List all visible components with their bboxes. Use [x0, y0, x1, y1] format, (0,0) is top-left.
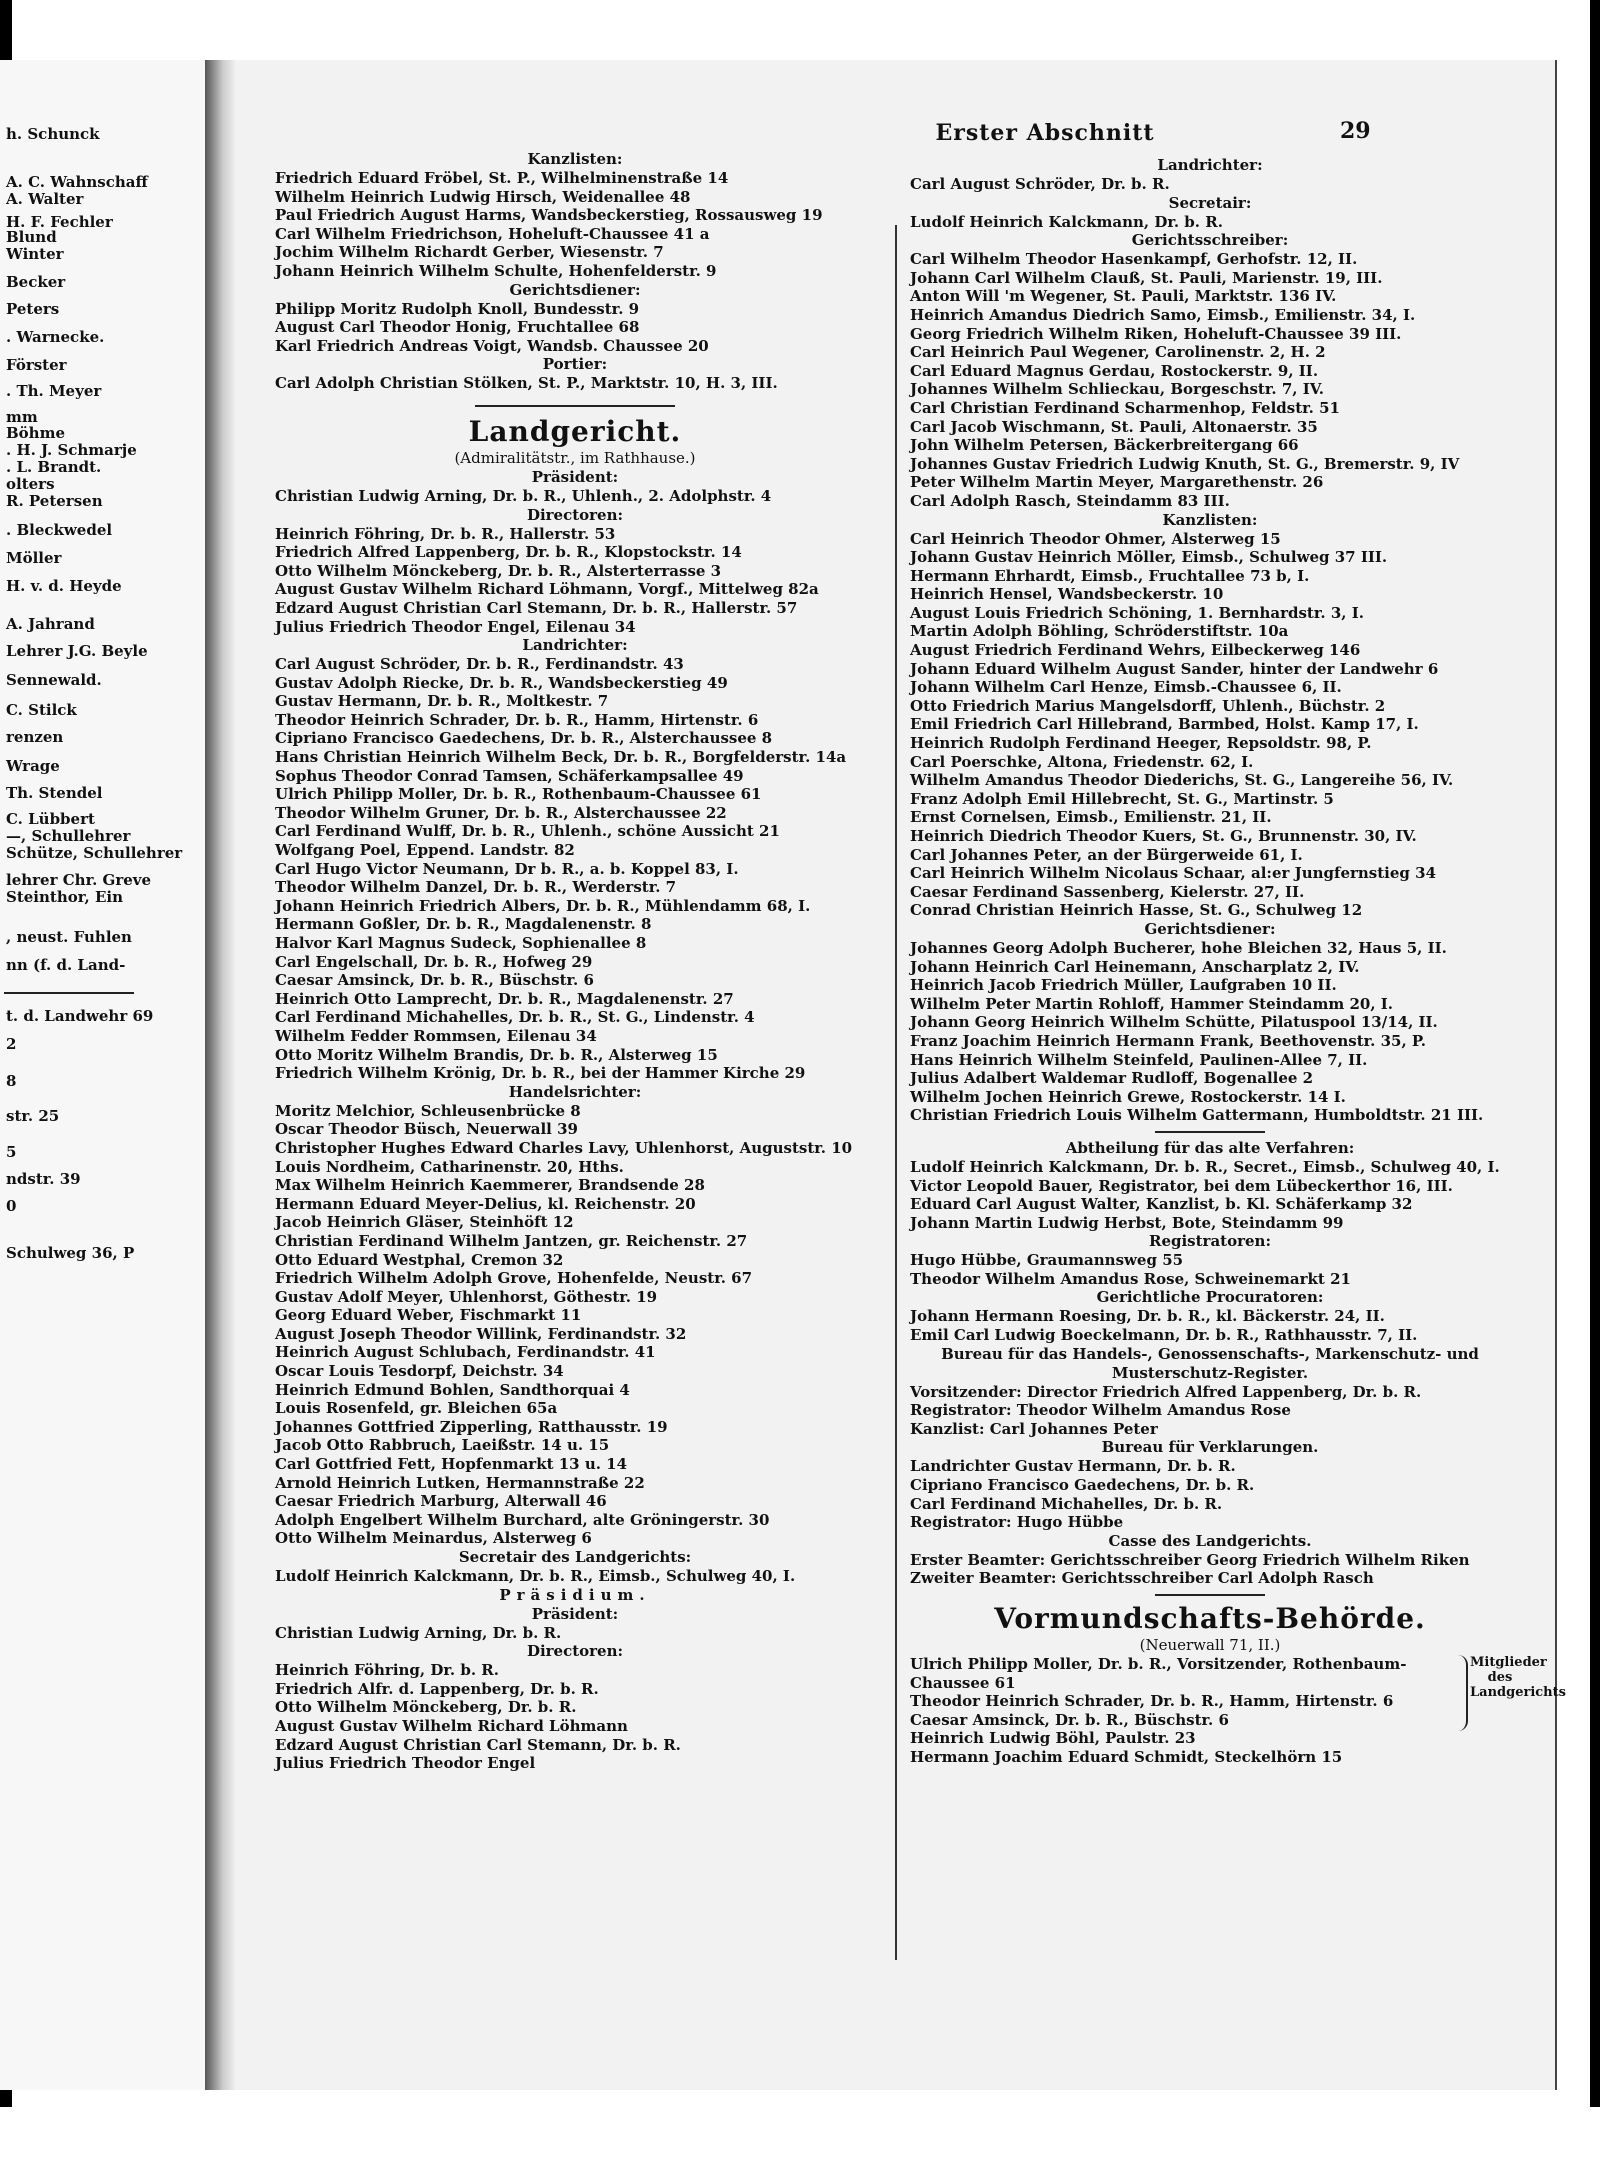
stub-line: Möller: [6, 549, 62, 567]
entry-line: Friedrich Eduard Fröbel, St. P., Wilhelminenstraße 14: [275, 169, 729, 187]
entry-line: Heinrich Hensel, Wandsbeckerstr. 10: [910, 585, 1224, 604]
entry-line: Max Wilhelm Heinrich Kaemmerer, Brandsende 28: [275, 1176, 705, 1195]
entry-line: Franz Adolph Emil Hillebrecht, St. G., Martinstr. 5: [910, 789, 1334, 808]
vormundschaft-title: Vormundschafts-Behörde.: [994, 1602, 1426, 1635]
secretair-list: [275, 1567, 875, 1586]
entry-line: Heinrich Rudolph Ferdinand Heeger, Repsoldstr. 98, P.: [910, 734, 1372, 753]
praesidium-praesident-list: [275, 1624, 875, 1643]
section-heading: Landrichter:: [1157, 156, 1263, 174]
entry-line: Victor Leopold Bauer, Registrator, bei dem Lübeckerthor 16, III.: [910, 1176, 1453, 1195]
entry-line: Ernst Cornelsen, Eimsb., Emilienstr. 21, II.: [910, 808, 1272, 827]
entry-line: Martin Adolph Böhling, Schröderstiftstr. 10a: [910, 622, 1289, 641]
entry-line: Franz Joachim Heinrich Hermann Frank, Beethovenstr. 35, P.: [910, 1031, 1426, 1050]
entry-line: Otto Eduard Westphal, Cremon 32: [275, 1250, 564, 1269]
entry-line: Johann Heinrich Wilhelm Schulte, Hohenfelderstr. 9: [275, 261, 717, 280]
entry-line: Kanzlist: Carl Johannes Peter: [910, 1419, 1158, 1438]
entry-line: Ludolf Heinrich Kalckmann, Dr. b. R., Eimsb., Schulweg 40, I.: [275, 1567, 796, 1585]
entry-line: Conrad Christian Heinrich Hasse, St. G., Schulweg 12: [910, 901, 1363, 920]
portier-list: [275, 374, 875, 393]
section-heading: Gerichtsdiener:: [509, 280, 641, 299]
page-number: 29: [1340, 118, 1371, 144]
entry-line: Registrator: Theodor Wilhelm Amandus Rose: [910, 1401, 1291, 1420]
stub-line: . Bleckwedel: [6, 521, 113, 539]
entry-line: Caesar Ferdinand Sassenberg, Kielerstr. 27, II.: [910, 882, 1305, 901]
entry-line: Carl Ferdinand Michahelles, Dr. b. R., St. G., Lindenstr. 4: [275, 1008, 755, 1027]
handelsrichter-list: [275, 1102, 875, 1548]
entry-line: Wilhelm Fedder Rommsen, Eilenau 34: [275, 1026, 597, 1045]
stub-line: nn (f. d. Land-: [6, 956, 126, 974]
stub-divider: [4, 992, 134, 994]
entry-line: Johann Carl Wilhelm Clauß, St. Pauli, Marienstr. 19, III.: [910, 268, 1383, 287]
running-header: Erster Abschnitt: [935, 120, 1155, 146]
directoren-list: [275, 525, 875, 637]
entry-line: Registrator: Hugo Hübbe: [910, 1513, 1124, 1532]
right-column: [910, 156, 1566, 1767]
stub-line: ndstr. 39: [6, 1170, 81, 1188]
entry-line: Hugo Hübbe, Graumannsweg 55: [910, 1251, 1184, 1270]
left-column: [275, 150, 875, 1773]
entry-line: Emil Carl Ludwig Boeckelmann, Dr. b. R., Rathhausstr. 7, II.: [910, 1326, 1418, 1345]
section-heading: Kanzlisten:: [527, 150, 623, 168]
registratoren-list: [910, 1251, 1510, 1288]
entry-line: Otto Wilhelm Meinardus, Alsterweg 6: [275, 1529, 592, 1548]
vormundschaft-members: [910, 1655, 1566, 1729]
entry-line: Otto Wilhelm Mönckeberg, Dr. b. R.: [275, 1698, 577, 1717]
entry-line: Landrichter Gustav Hermann, Dr. b. R.: [910, 1457, 1236, 1476]
entry-line: Julius Friedrich Theodor Engel, Eilenau 34: [275, 617, 636, 636]
entry-line: Arnold Heinrich Lutken, Hermannstraße 22: [275, 1473, 645, 1492]
entry-line: Otto Wilhelm Mönckeberg, Dr. b. R., Alsterterrasse 3: [275, 561, 722, 580]
section-heading: Registratoren:: [1148, 1232, 1271, 1251]
landrichter-list: [275, 655, 875, 1083]
section-heading: Kanzlisten:: [1162, 510, 1258, 529]
entry-line: Theodor Heinrich Schrader, Dr. b. R., Hamm, Hirtenstr. 6: [275, 710, 759, 729]
entry-line: Adolph Engelbert Wilhelm Burchard, alte Gröningerstr. 30: [275, 1510, 770, 1529]
entry-line: Friedrich Wilhelm Adolph Grove, Hohenfelde, Neustr. 67: [275, 1269, 753, 1288]
entry-line: August Gustav Wilhelm Richard Löhmann: [275, 1716, 628, 1735]
stub-line: C. Lübbert: [6, 810, 95, 828]
entry-line: Johannes Gottfried Zipperling, Ratthausstr. 19: [275, 1417, 668, 1436]
entry-line: Carl Ferdinand Michahelles, Dr. b. R.: [910, 1494, 1223, 1513]
entry-line: Edzard August Christian Carl Stemann, Dr. b. R., Hallerstr. 57: [275, 598, 798, 617]
entry-line: Carl Wilhelm Friedrichson, Hoheluft-Chaussee 41 a: [275, 224, 710, 243]
section-heading: Gerichtsschreiber:: [1131, 231, 1289, 250]
entry-line: Karl Friedrich Andreas Voigt, Wandsb. Chaussee 20: [275, 336, 709, 355]
entry-line: Theodor Wilhelm Gruner, Dr. b. R., Alsterchaussee 22: [275, 803, 727, 822]
entry-line: Heinrich Edmund Bohlen, Sandthorquai 4: [275, 1380, 630, 1399]
entry-line: Heinrich Jacob Friedrich Müller, Laufgraben 10 II.: [910, 976, 1337, 995]
entry-line: Christian Ferdinand Wilhelm Jantzen, gr. Reichenstr. 27: [275, 1231, 748, 1250]
entry-line: Theodor Wilhelm Danzel, Dr. b. R., Werderstr. 7: [275, 878, 677, 897]
section-heading: Musterschutz-Register.: [1111, 1363, 1309, 1382]
entry-line: Emil Friedrich Carl Hillebrand, Barmbed, Holst. Kamp 17, I.: [910, 715, 1419, 734]
entry-line: Hermann Goßler, Dr. b. R., Magdalenenstr. 8: [275, 915, 652, 934]
entry-line: Wilhelm Heinrich Ludwig Hirsch, Weidenallee 48: [275, 187, 691, 206]
entry-line: Friedrich Alfred Lappenberg, Dr. b. R., Klopstockstr. 14: [275, 543, 742, 562]
entry-line: Philipp Moritz Rudolph Knoll, Bundesstr. 9: [275, 299, 640, 318]
section-heading: Handelsrichter:: [508, 1082, 642, 1101]
stub-line: str. 25: [6, 1107, 60, 1125]
entry-line: Carl Christian Ferdinand Scharmenhop, Feldstr. 51: [910, 398, 1340, 417]
entry-line: Jacob Heinrich Gläser, Steinhöft 12: [275, 1213, 574, 1232]
stub-line: Schütze, Schullehrer: [6, 844, 183, 862]
stub-line: H. F. Fechler: [6, 213, 113, 231]
entry-line: Caesar Amsinck, Dr. b. R., Büschstr. 6: [275, 971, 594, 990]
abtheilung-list: [910, 1158, 1510, 1232]
stub-line: A. C. Wahnschaff: [6, 173, 148, 191]
entry-line: Gustav Adolf Meyer, Uhlenhorst, Göthestr. 19: [275, 1287, 658, 1306]
stub-line: olters: [6, 475, 55, 493]
r-gerichtsdiener-list: [910, 939, 1510, 1125]
entry-line: Hermann Ehrhardt, Eimsb., Fruchtallee 73 b, I.: [910, 566, 1310, 585]
entry-line: Theodor Wilhelm Amandus Rose, Schweinemarkt 21: [910, 1269, 1351, 1288]
entry-line: Julius Friedrich Theodor Engel: [275, 1754, 536, 1773]
entry-line: August Joseph Theodor Willink, Ferdinandstr. 32: [275, 1324, 687, 1343]
column-divider: [895, 225, 897, 1960]
entry-line: Johann Georg Heinrich Wilhelm Schütte, Pilatuspool 13/14, II.: [910, 1013, 1438, 1032]
stub-line: Schulweg 36, P: [6, 1244, 135, 1262]
entry-line: Carl August Schröder, Dr. b. R.: [910, 175, 1170, 193]
entry-line: Christian Friedrich Louis Wilhelm Gattermann, Humboldtstr. 21 III.: [910, 1106, 1484, 1125]
entry-line: Heinrich Amandus Diedrich Samo, Eimsb., Emilienstr. 34, I.: [910, 305, 1416, 324]
entry-line: Gustav Hermann, Dr. b. R., Moltkestr. 7: [275, 692, 609, 711]
entry-line: August Carl Theodor Honig, Fruchtallee 68: [275, 318, 640, 337]
stub-line: Peters: [6, 300, 60, 318]
entry-line: Heinrich Diedrich Theodor Kuers, St. G., Brunnenstr. 30, IV.: [910, 827, 1417, 845]
entry-line: Cipriano Francisco Gaedechens, Dr. b. R.: [910, 1476, 1255, 1495]
entry-line: Oscar Theodor Büsch, Neuerwall 39: [275, 1120, 578, 1139]
entry-line: Sophus Theodor Conrad Tamsen, Schäferkampsallee 49: [275, 766, 744, 785]
vormundschaft-extra-list: [910, 1729, 1510, 1766]
book-gutter: [205, 60, 235, 2090]
scan-border-right: [1590, 0, 1600, 2177]
casse-list: [910, 1551, 1510, 1588]
entry-line: Ulrich Philipp Moller, Dr. b. R., Rothenbaum-Chaussee 61: [275, 785, 762, 804]
stub-line: 0: [6, 1197, 17, 1215]
section-heading: Directoren:: [526, 1642, 624, 1661]
stub-line: H. v. d. Heyde: [6, 577, 122, 595]
entry-line: Gustav Adolph Riecke, Dr. b. R., Wandsbeckerstieg 49: [275, 673, 728, 692]
entry-line: Ludolf Heinrich Kalckmann, Dr. b. R.: [910, 212, 1223, 231]
entry-line: Jochim Wilhelm Richardt Gerber, Wiesenstr. 7: [275, 243, 664, 262]
brace-mark: [1456, 1655, 1468, 1731]
entry-line: Carl Jacob Wischmann, St. Pauli, Altonaerstr. 35: [910, 417, 1318, 436]
entry-line: Edzard August Christian Carl Stemann, Dr. b. R.: [275, 1735, 681, 1754]
entry-line: Caesar Amsinck, Dr. b. R., Büschstr. 6: [910, 1710, 1229, 1729]
vormundschaft-list: [910, 1655, 1510, 1729]
entry-line: Chaussee 61: [910, 1673, 1016, 1692]
stub-line: Blund: [6, 228, 57, 246]
verklarungen-list: [910, 1457, 1510, 1531]
entry-line: Theodor Heinrich Schrader, Dr. b. R., Hamm, Hirtenstr. 6: [910, 1692, 1394, 1711]
entry-line: Hans Christian Heinrich Wilhelm Beck, Dr. b. R., Borgfelderstr. 14a: [275, 748, 847, 767]
entry-line: Christian Ludwig Arning, Dr. b. R., Uhlenh., 2. Adolphstr. 4: [275, 486, 772, 505]
bureau-list: [910, 1383, 1510, 1439]
stub-line: Sennewald.: [6, 671, 102, 689]
entry-line: Hermann Eduard Meyer-Delius, kl. Reichenstr. 20: [275, 1194, 696, 1213]
entry-line: Heinrich August Schlubach, Ferdinandstr. 41: [275, 1343, 656, 1362]
stub-line: h. Schunck: [6, 125, 100, 143]
stub-line: . H. J. Schmarje: [6, 441, 137, 459]
entry-line: Carl Eduard Magnus Gerdau, Rostockerstr. 9, II.: [910, 361, 1319, 380]
stub-line: t. d. Landwehr 69: [6, 1007, 154, 1025]
landgericht-title: Landgericht.: [468, 414, 682, 448]
section-heading: Landrichter:: [522, 636, 628, 655]
stub-line: 2: [6, 1035, 17, 1053]
entry-line: Carl Heinrich Theodor Ohmer, Alsterweg 15: [910, 529, 1281, 548]
entry-line: August Louis Friedrich Schöning, 1. Bernhardstr. 3, I.: [910, 603, 1364, 622]
stub-line: Becker: [6, 273, 66, 291]
entry-line: Wilhelm Peter Martin Rohloff, Hammer Steindamm 20, I.: [910, 994, 1393, 1013]
section-heading: Bureau für das Handels-, Genossenschafts-, Markenschutz- und: [941, 1344, 1479, 1363]
entry-line: Moritz Melchior, Schleusenbrücke 8: [275, 1101, 581, 1120]
entry-line: Johann Gustav Heinrich Möller, Eimsb., Schulweg 37 III.: [910, 548, 1388, 567]
entry-line: Oscar Louis Tesdorpf, Deichstr. 34: [275, 1362, 564, 1381]
previous-page-fragment: [0, 60, 208, 2090]
divider: [1155, 1594, 1265, 1596]
entry-line: Wilhelm Jochen Heinrich Grewe, Rostockerstr. 14 I.: [910, 1087, 1346, 1106]
vormundschaft-subtitle: (Neuerwall 71, II.): [1139, 1636, 1281, 1654]
entry-line: Heinrich Otto Lamprecht, Dr. b. R., Magdalenenstr. 27: [275, 989, 734, 1008]
entry-line: Heinrich Föhring, Dr. b. R.: [275, 1661, 499, 1680]
entry-line: Ludolf Heinrich Kalckmann, Dr. b. R., Secret., Eimsb., Schulweg 40, I.: [910, 1157, 1500, 1176]
entry-line: Johann Wilhelm Carl Henze, Eimsb.-Chaussee 6, II.: [910, 678, 1342, 697]
entry-line: Ulrich Philipp Moller, Dr. b. R., Vorsitzender, Rothenbaum-: [910, 1655, 1407, 1673]
entry-line: Wilhelm Amandus Theodor Diederichs, St. G., Langereihe 56, IV.: [910, 771, 1454, 790]
stub-line: . Th. Meyer: [6, 382, 102, 400]
entry-line: Johannes Wilhelm Schlieckau, Borgeschstr. 7, IV.: [910, 380, 1324, 399]
stub-line: . Warnecke.: [6, 328, 105, 346]
section-heading: Gerichtsdiener:: [1144, 919, 1276, 938]
entry-line: Carl Gottfried Fett, Hopfenmarkt 13 u. 14: [275, 1455, 628, 1474]
entry-line: Carl Poerschke, Altona, Friedenstr. 62, I.: [910, 752, 1254, 771]
entry-line: Carl Ferdinand Wulff, Dr. b. R., Uhlenh., schöne Aussicht 21: [275, 822, 780, 841]
entry-line: Zweiter Beamter: Gerichtsschreiber Carl Adolph Rasch: [910, 1569, 1374, 1588]
entry-line: Friedrich Wilhelm Krönig, Dr. b. R., bei der Hammer Kirche 29: [275, 1064, 806, 1083]
entry-line: Georg Eduard Weber, Fischmarkt 11: [275, 1306, 582, 1325]
section-heading: Gerichtliche Procuratoren:: [1096, 1288, 1324, 1307]
kanzlisten-list: [275, 169, 875, 281]
section-heading: Präsident:: [531, 1604, 619, 1623]
section-heading: Directoren:: [526, 505, 624, 524]
entry-line: Heinrich Föhring, Dr. b. R., Hallerstr. 53: [275, 524, 616, 543]
entry-line: Carl Heinrich Wilhelm Nicolaus Schaar, al:er Jungfernstieg 34: [910, 864, 1437, 883]
section-heading: Secretair des Landgerichts:: [458, 1548, 692, 1566]
entry-line: August Friedrich Ferdinand Wehrs, Eilbeckerweg 146: [910, 641, 1361, 660]
entry-line: John Wilhelm Petersen, Bäckerbreitergang 66: [910, 436, 1299, 455]
stub-line: Steinthor, Ein: [6, 888, 124, 906]
entry-line: Vorsitzender: Director Friedrich Alfred Lappenberg, Dr. b. R.: [910, 1382, 1422, 1401]
entry-line: Hans Heinrich Wilhelm Steinfeld, Paulinen-Allee 7, II.: [910, 1050, 1368, 1069]
entry-line: Johann Martin Ludwig Herbst, Bote, Steindamm 99: [910, 1213, 1344, 1232]
entry-line: Carl Adolph Christian Stölken, St. P., Marktstr. 10, H. 3, III.: [275, 374, 778, 393]
stub-line: C. Stilck: [6, 701, 77, 719]
entry-line: Otto Moritz Wilhelm Brandis, Dr. b. R., Alsterweg 15: [275, 1045, 718, 1064]
r-kanzlisten-list: [910, 530, 1510, 920]
entry-line: Carl Johannes Peter, an der Bürgerweide 61, I.: [910, 845, 1303, 864]
entry-line: Georg Friedrich Wilhelm Riken, Hoheluft-Chaussee 39 III.: [910, 324, 1402, 343]
stub-line: Förster: [6, 356, 67, 374]
stub-line: Th. Stendel: [6, 784, 103, 802]
praesident-list: [275, 487, 875, 506]
entry-line: Carl August Schröder, Dr. b. R., Ferdinandstr. 43: [275, 655, 684, 674]
entry-line: Louis Rosenfeld, gr. Bleichen 65a: [275, 1399, 558, 1418]
stub-line: 5: [6, 1143, 17, 1161]
entry-line: Cipriano Francisco Gaedechens, Dr. b. R., Alsterchaussee 8: [275, 729, 773, 748]
entry-line: Johann Heinrich Friedrich Albers, Dr. b. R., Mühlendamm 68, I.: [275, 896, 811, 915]
divider: [475, 405, 675, 407]
section-heading: Casse des Landgerichts.: [1108, 1531, 1312, 1550]
entry-line: Carl Engelschall, Dr. b. R., Hofweg 29: [275, 952, 593, 971]
entry-line: Johann Heinrich Carl Heinemann, Anscharplatz 2, IV.: [910, 957, 1360, 976]
gerichtsdiener-list: [275, 300, 875, 356]
stub-line: . L. Brandt.: [6, 458, 102, 476]
entry-line: Johannes Gustav Friedrich Ludwig Knuth, St. G., Bremerstr. 9, IV: [910, 454, 1460, 473]
gerichtsschreiber-list: [910, 250, 1510, 510]
praesidium-heading: Präsidium.: [499, 1585, 651, 1604]
entry-line: Carl Wilhelm Theodor Hasenkampf, Gerhofstr. 12, II.: [910, 250, 1358, 269]
stub-line: 8: [6, 1072, 17, 1090]
entry-line: Christian Ludwig Arning, Dr. b. R.: [275, 1623, 562, 1642]
stub-line: renzen: [6, 728, 64, 746]
section-heading: Präsident:: [531, 467, 619, 486]
stub-line: , neust. Fuhlen: [6, 928, 132, 946]
entry-line: Christopher Hughes Edward Charles Lavy, Uhlenhorst, Auguststr. 10: [275, 1138, 853, 1157]
entry-line: Caesar Friedrich Marburg, Alterwall 46: [275, 1492, 607, 1511]
brace-note: Mitglieder des Landgerichts: [1470, 1655, 1566, 1700]
praesidium-directoren-list: [275, 1661, 875, 1773]
landgericht-subtitle: (Admiralitätstr., im Rathhause.): [454, 448, 696, 467]
section-heading: Bureau für Verklarungen.: [1101, 1438, 1319, 1457]
entry-line: Carl Hugo Victor Neumann, Dr b. R., a. b. Koppel 83, I.: [275, 859, 739, 878]
entry-line: Johann Hermann Roesing, Dr. b. R., kl. Bäckerstr. 24, II.: [910, 1307, 1385, 1326]
entry-line: Wolfgang Poel, Eppend. Landstr. 82: [275, 841, 575, 860]
entry-line: Heinrich Ludwig Böhl, Paulstr. 23: [910, 1729, 1196, 1748]
r-landrichter-list: [910, 175, 1510, 194]
stub-line: —, Schullehrer: [6, 827, 131, 845]
section-heading: Secretair:: [1168, 193, 1252, 212]
divider: [1155, 1131, 1265, 1133]
entry-line: Anton Will 'm Wegener, St. Pauli, Marktstr. 136 IV.: [910, 287, 1337, 306]
entry-line: Eduard Carl August Walter, Kanzlist, b. Kl. Schäferkamp 32: [910, 1195, 1413, 1214]
entry-line: Halvor Karl Magnus Sudeck, Sophienallee 8: [275, 934, 647, 952]
entry-line: Johannes Georg Adolph Bucherer, hohe Bleichen 32, Haus 5, II.: [910, 938, 1447, 957]
section-heading: Abtheilung für das alte Verfahren:: [1065, 1138, 1355, 1157]
stub-line: mm: [6, 408, 38, 426]
entry-line: Carl Adolph Rasch, Steindamm 83 III.: [910, 491, 1230, 510]
entry-line: Peter Wilhelm Martin Meyer, Margarethenstr. 26: [910, 473, 1324, 492]
entry-line: August Gustav Wilhelm Richard Löhmann, Vorgf., Mittelweg 82a: [275, 580, 819, 599]
stub-line: lehrer Chr. Greve: [6, 871, 152, 889]
scan-bottom-margin: [0, 2107, 1600, 2177]
stub-line: A. Walter: [6, 190, 84, 208]
entry-line: Paul Friedrich August Harms, Wandsbeckerstieg, Rossausweg 19: [275, 206, 823, 225]
entry-line: Johann Eduard Wilhelm August Sander, hinter der Landwehr 6: [910, 659, 1439, 678]
entry-line: Julius Adalbert Waldemar Rudloff, Bogenallee 2: [910, 1069, 1314, 1088]
entry-line: Hermann Joachim Eduard Schmidt, Steckelhörn 15: [910, 1747, 1343, 1766]
stub-line: Wrage: [6, 757, 60, 775]
entry-line: Jacob Otto Rabbruch, Laeißstr. 14 u. 15: [275, 1436, 610, 1455]
entry-line: Otto Friedrich Marius Mangelsdorff, Uhlenh., Büchstr. 2: [910, 696, 1386, 715]
document-page: [235, 60, 1566, 2090]
section-heading: Portier:: [542, 355, 608, 374]
r-secretair-list: [910, 213, 1510, 232]
stub-line: A. Jahrand: [6, 615, 95, 633]
entry-line: Carl Heinrich Paul Wegener, Carolinenstr. 2, H. 2: [910, 343, 1326, 362]
stub-line: Lehrer J.G. Beyle: [6, 642, 148, 660]
entry-line: Erster Beamter: Gerichtsschreiber Georg Friedrich Wilhelm Riken: [910, 1550, 1470, 1569]
stub-line: Böhme: [6, 424, 66, 442]
procuratoren-list: [910, 1307, 1510, 1344]
stub-line: Winter: [6, 245, 64, 263]
entry-line: Friedrich Alfr. d. Lappenberg, Dr. b. R.: [275, 1679, 599, 1698]
entry-line: Louis Nordheim, Catharinenstr. 20, Hths.: [275, 1157, 624, 1176]
stub-line: R. Petersen: [6, 492, 103, 510]
